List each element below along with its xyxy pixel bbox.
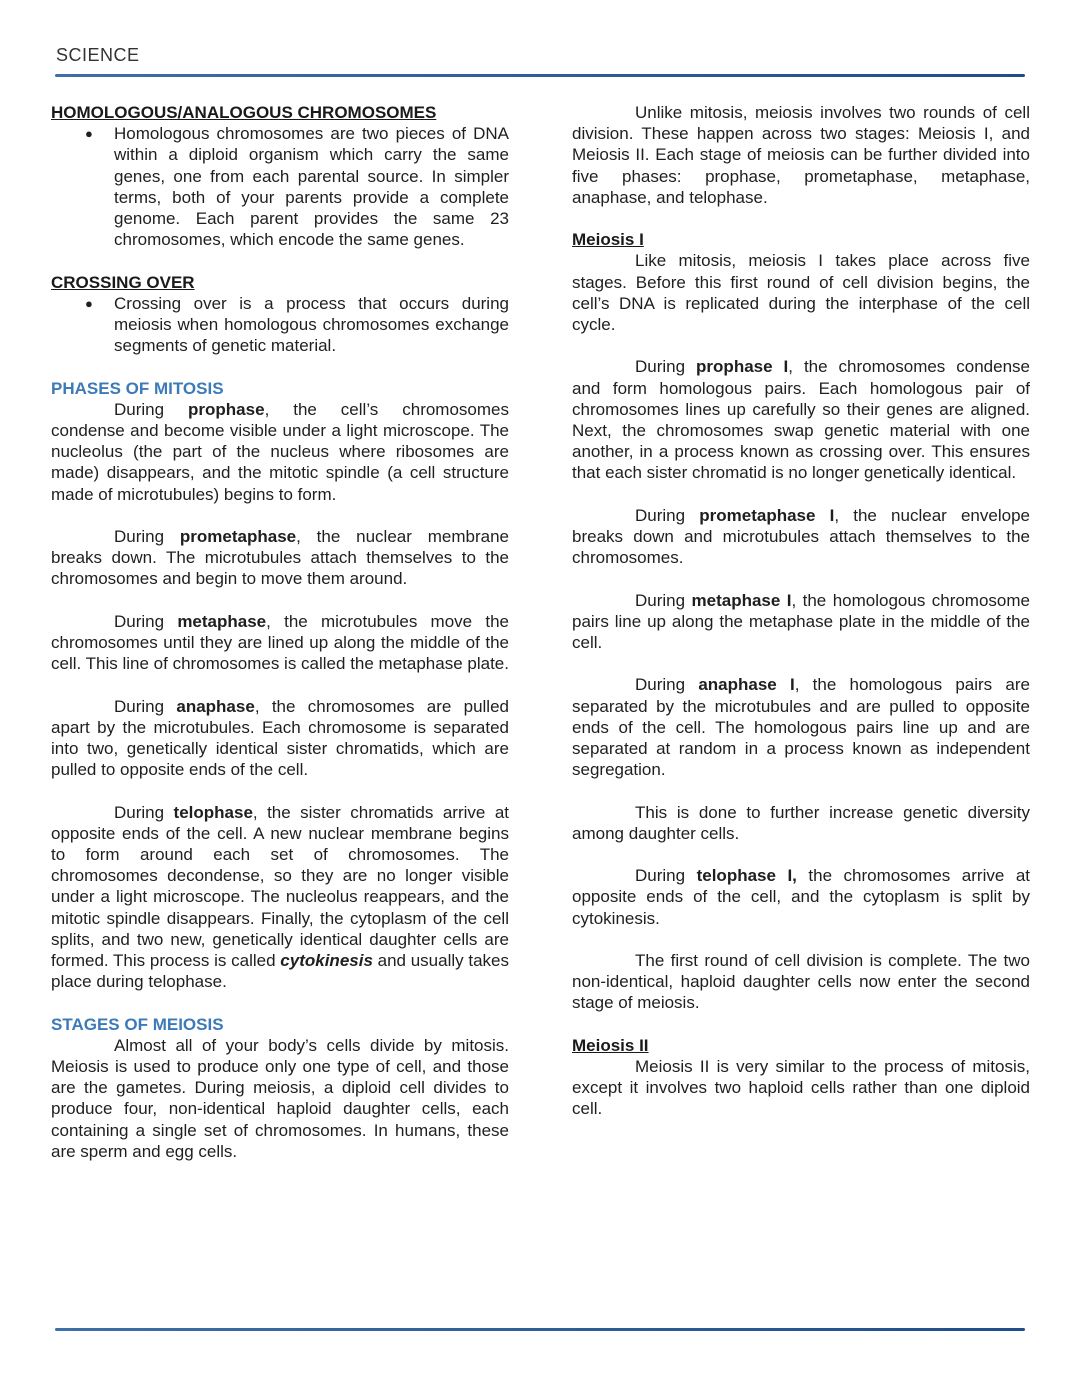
- crossing-over-text: Crossing over is a process that occurs during meiosis when homologous chromosomes exchange segments of genetic material.: [114, 293, 509, 356]
- anaphase-term: anaphase: [176, 696, 255, 716]
- stages-of-meiosis-heading: STAGES OF MEIOSIS: [51, 1014, 224, 1034]
- bullet-icon: ●: [85, 295, 93, 311]
- stages-of-meiosis-paragraph: Almost all of your body’s cells divide by mitosis. Meiosis is used to produce only one type of cell, and those are the gametes. During meiosis, a diploid cell divides to produce four, non-identical haploid daughter cells, each containing a single set of chromosomes. In humans, these are sperm and egg cells.: [51, 1035, 509, 1161]
- prometaphase-1-term: prometaphase I: [699, 505, 835, 525]
- list-item: [51, 123, 509, 250]
- homologous-section: [51, 102, 509, 250]
- telophase-1-term: telophase I,: [696, 866, 797, 886]
- phases-of-mitosis-section: [51, 378, 509, 993]
- bullet-icon: ●: [85, 126, 93, 142]
- phases-of-mitosis-heading: PHASES OF MITOSIS: [51, 378, 224, 398]
- telophase-1-paragraph: During telophase I, the chromosomes arrive at opposite ends of the cell, and the cytoplasm is split by cytokinesis.: [572, 866, 1030, 928]
- crossing-over-heading: CROSSING OVER: [51, 272, 195, 292]
- prometaphase-paragraph: During prometaphase, the nuclear membrane breaks down. The microtubules attach themselves to the chromosomes and begin to move them around.: [51, 527, 509, 589]
- anaphase-paragraph: During anaphase, the chromosomes are pulled apart by the microtubules. Each chromosome is separated into two, genetically identical sister chromatids, which are pulled to opposite ends of the cell.: [51, 696, 509, 780]
- crossing-over-section: [51, 272, 509, 357]
- homologous-list: [51, 123, 509, 250]
- cytokinesis-term: cytokinesis: [280, 951, 373, 971]
- metaphase-1-paragraph: During metaphase I, the homologous chromosome pairs line up along the metaphase plate in the middle of the cell.: [572, 590, 1030, 653]
- top-divider: [55, 74, 1025, 77]
- anaphase-1-paragraph: During anaphase I, the homologous pairs are separated by the microtubules and are pulled to opposite ends of the cell. The homologous pairs line up and are separated at random in a process known as independent segregation.: [572, 675, 1030, 780]
- meiosis-1-heading: Meiosis I: [572, 230, 644, 250]
- metaphase-term: metaphase: [177, 611, 267, 631]
- left-column: [51, 102, 509, 1162]
- telophase-paragraph: During telophase, the sister chromatids arrive at opposite ends of the cell. A new nuclear membrane begins to form around each set of chromosomes. The chromosomes decondense, so they are no longer visible under a light microscope. The nucleolus reappears, and the mitotic spindle disappears. Finally, the cytoplasm of the cell splits, and two new, genetically identical daughter cells are formed. This process is called cytokinesis and usually takes place during telophase.: [51, 802, 509, 992]
- meiosis-intro-paragraph: Unlike mitosis, meiosis involves two rounds of cell division. These happen across two stages: Meiosis I, and Meiosis II. Each stage of meiosis can be further divided into five phases: prophase, prometaphase, metaphase, anaphase, and telophase.: [572, 103, 1030, 207]
- homologous-text: Homologous chromosomes are two pieces of DNA within a diploid organism which carry the same genes, one from each parental source. In simpler terms, both of your parents provide a complete genome. Each parent provides the same 23 chromosomes, which encode the same genes.: [114, 124, 509, 250]
- meiosis-2-heading: Meiosis II: [572, 1035, 649, 1055]
- list-item: [51, 293, 509, 357]
- right-column: [572, 102, 1030, 1120]
- prophase-paragraph: During prophase, the cell’s chromosomes condense and become visible under a light microscope. The nucleolus (the part of the nucleus where ribosomes are made) disappears, and the mitotic spindle (a cell structure made of microtubules) begins to form.: [51, 399, 509, 504]
- prometaphase-term: prometaphase: [179, 527, 297, 547]
- meiosis-2-paragraph: Meiosis II is very similar to the process of mitosis, except it involves two haploid cells rather than one diploid cell.: [572, 1057, 1030, 1119]
- genetic-diversity-paragraph: This is done to further increase genetic diversity among daughter cells.: [572, 802, 1030, 843]
- meiosis-1-intro-paragraph: Like mitosis, meiosis I takes place across five stages. Before this first round of cell division begins, the cell’s DNA is replicated during the interphase of the cell cycle.: [572, 251, 1030, 335]
- page-header-label: SCIENCE: [56, 45, 140, 65]
- meiosis-2-section: [572, 1035, 1030, 1120]
- meiosis-1-section: [572, 229, 1030, 1013]
- prophase-1-paragraph: During prophase I, the chromosomes condense and form homologous pairs. Each homologous pair of chromosomes lines up carefully so their genes are aligned. Next, the chromosomes swap genetic material with one another, in a process known as crossing over. This ensures that each sister chromatid is no longer genetically identical.: [572, 357, 1030, 483]
- bottom-divider: [55, 1328, 1025, 1331]
- prophase-1-term: prophase I: [696, 357, 789, 377]
- crossing-over-list: [51, 293, 509, 357]
- telophase-term: telophase: [173, 802, 253, 822]
- homologous-heading: HOMOLOGOUS/ANALOGOUS CHROMOSOMES: [51, 103, 437, 122]
- metaphase-1-term: metaphase I: [691, 590, 792, 610]
- anaphase-1-term: anaphase I: [698, 675, 795, 695]
- prometaphase-1-paragraph: During prometaphase I, the nuclear envelope breaks down and microtubules attach themselves to the chromosomes.: [572, 505, 1030, 568]
- metaphase-paragraph: During metaphase, the microtubules move the chromosomes until they are lined up along the middle of the cell. This line of chromosomes is called the metaphase plate.: [51, 611, 509, 674]
- first-division-complete-paragraph: The first round of cell division is complete. The two non-identical, haploid daughter cells now enter the second stage of meiosis.: [572, 951, 1030, 1013]
- stages-of-meiosis-section: [51, 1014, 509, 1162]
- prophase-term: prophase: [188, 399, 265, 419]
